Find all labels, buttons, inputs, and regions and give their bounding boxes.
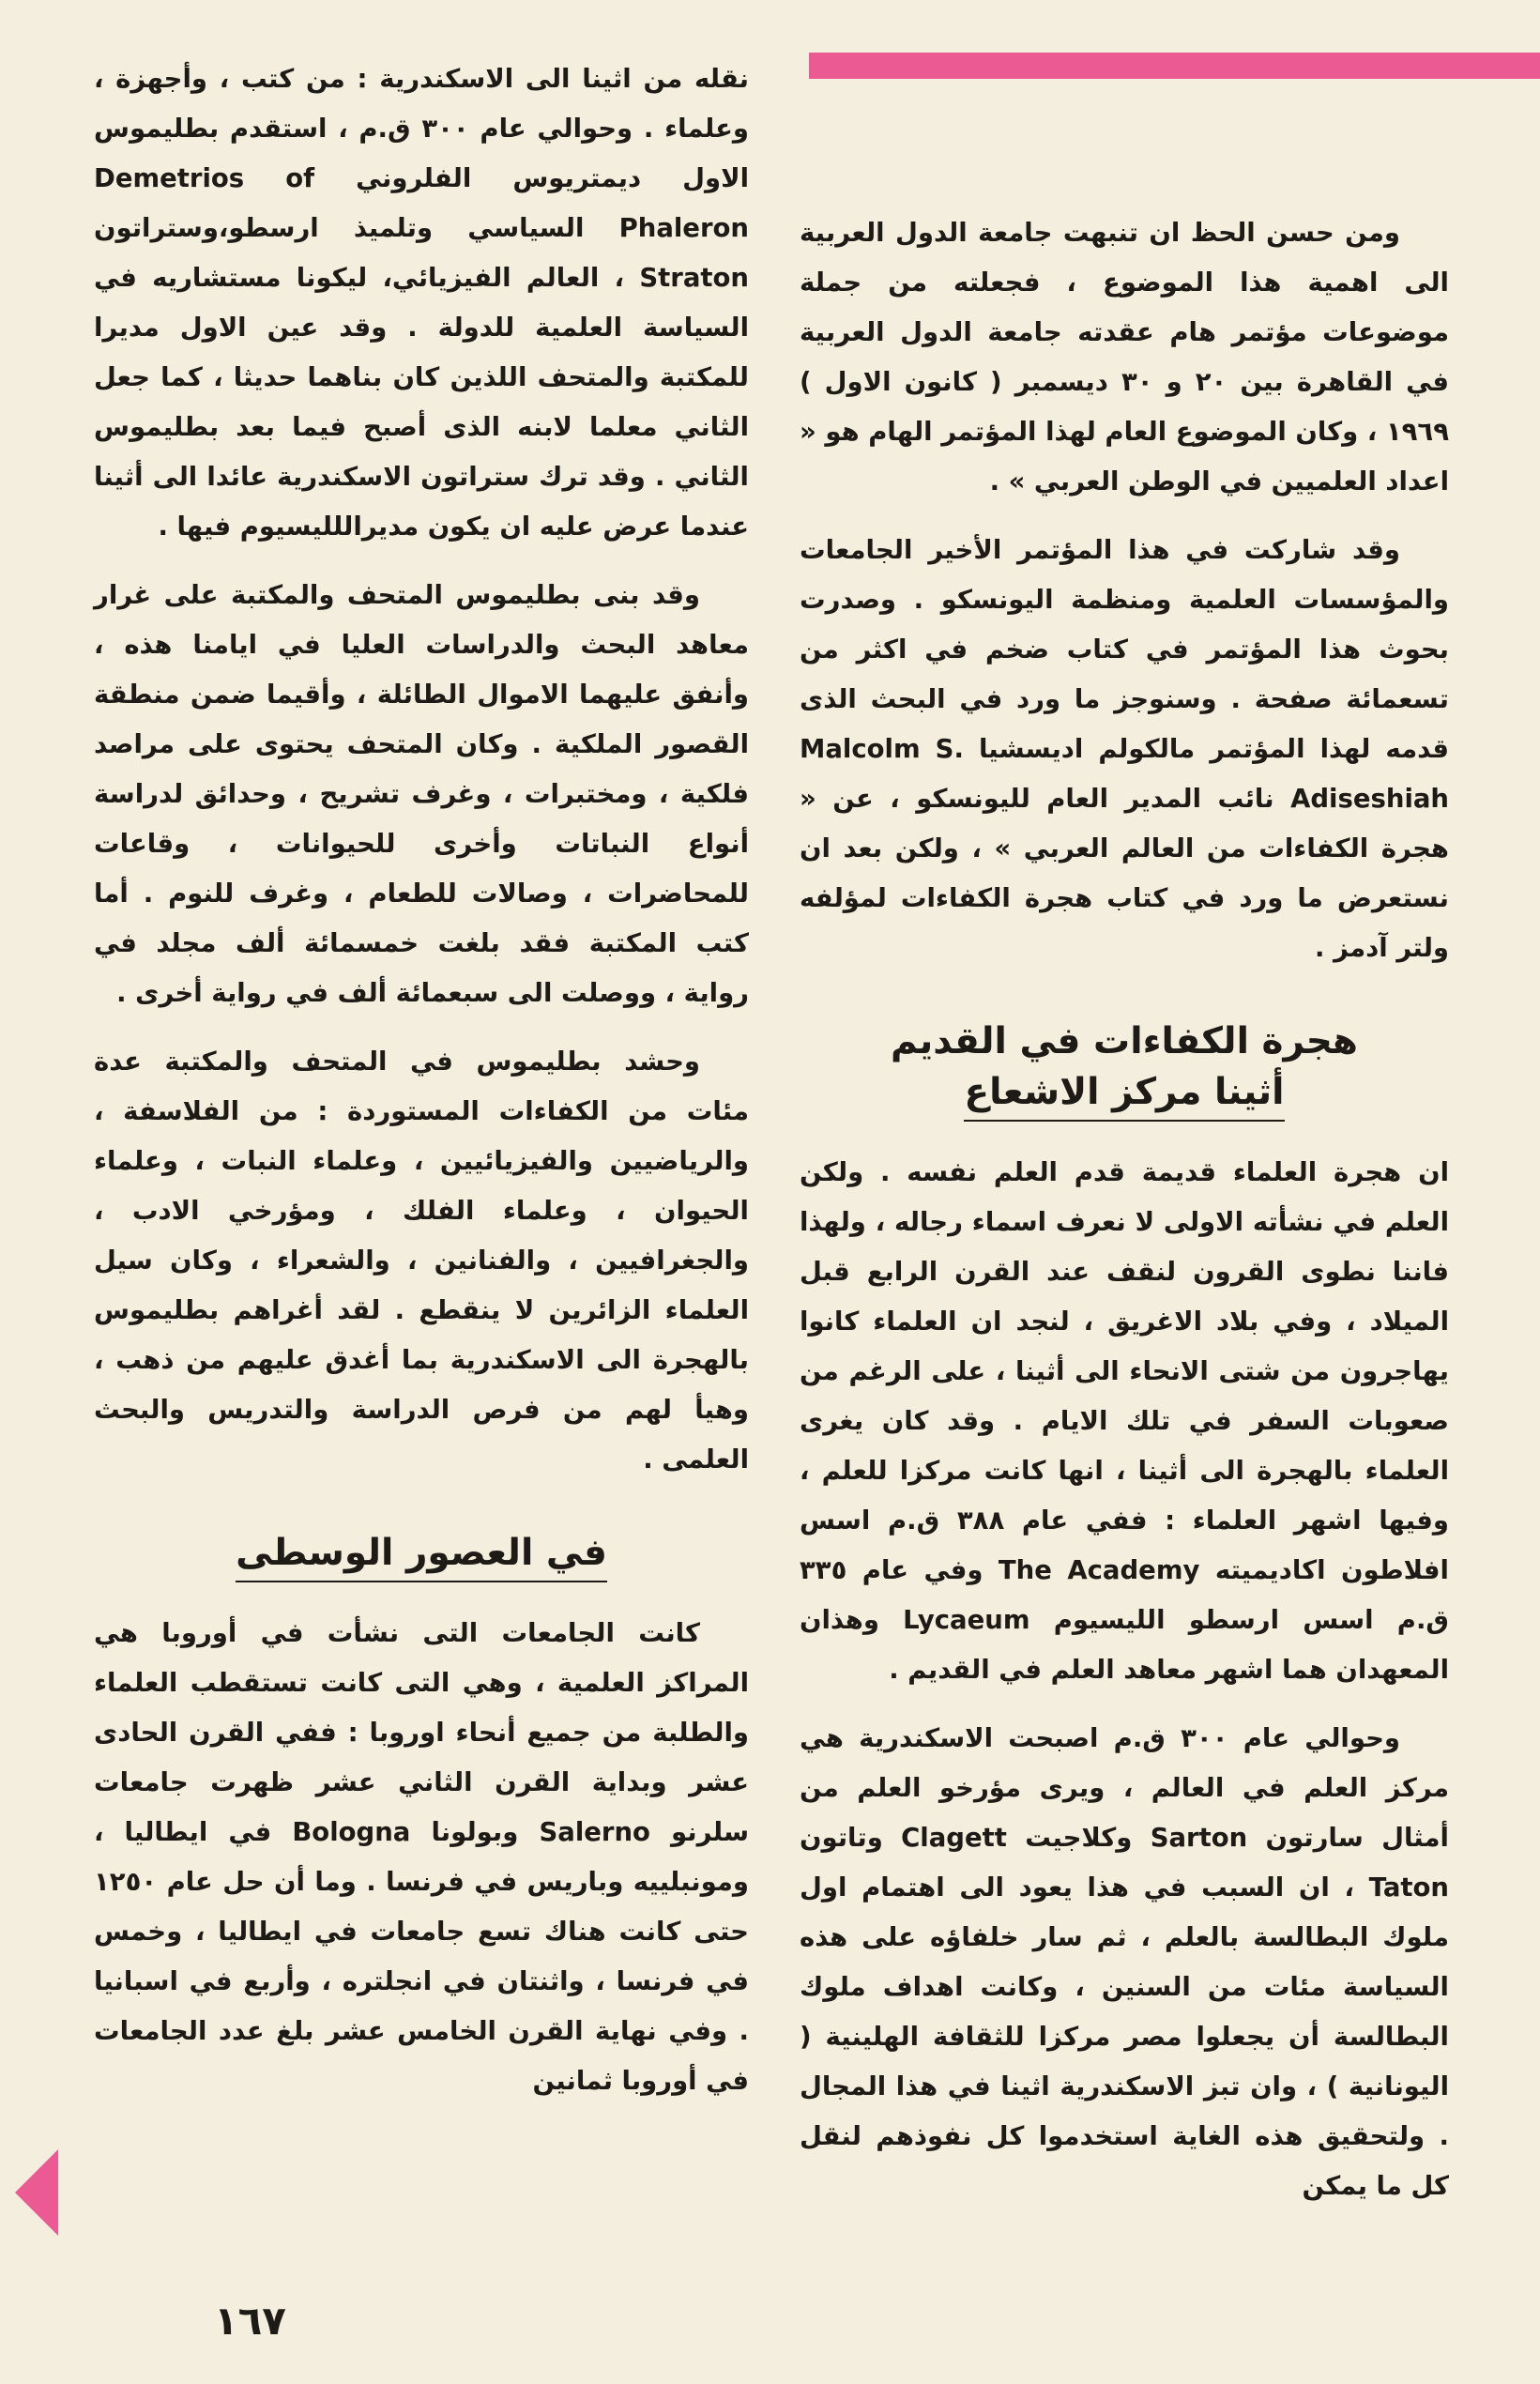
left-paragraph-4: كانت الجامعات التى نشأت في أوروبا هي المراكز العلمية ، وهي التى كانت تستقطب العلماء والطلبة من جميع أنحاء اوروبا : ففي القرن الحادى عشر وبداية القرن الثاني عشر ظهرت جامعات سلرنو Salerno وبولونا Bologna في ايطاليا ، ومونبلييه وباريس في فرنسا . وما أن حل عام ١٢٥٠ حتى كانت هناك تسع جامعات في ايطاليا ، وخمس في فرنسا ، واثنتان في انجلتره ، وأربع في اسبانيا . وفي نهاية القرن الخامس عشر بلغ عدد الجامعات في أوروبا ثمانين (94, 1618, 749, 2096)
pink-header-bar (809, 53, 1540, 79)
right-column (800, 208, 1449, 2230)
left-paragraph-3: وحشد بطليموس في المتحف والمكتبة عدة مئات من الكفاءات المستوردة : من الفلاسفة ، والرياضيين والفيزيائيين ، وعلماء النبات ، وعلماء الحيوان ، وعلماء الفلك ، ومؤرخي الادب ، والجغرافيين ، والفنانين ، والشعراء ، وكان سيل العلماء الزائرين لا ينقطع . لقد أغراهم بطليموس بالهجرة الى الاسكندرية بما أغدق عليهم من ذهب ، وهيأ لهم من فرص الدراسة والتدريس والبحث العلمى . (94, 1047, 749, 1475)
left-paragraph-2: وقد بنى بطليموس المتحف والمكتبة على غرار معاهد البحث والدراسات العليا في ايامنا هذه ، وأنفق عليهما الاموال الطائلة ، وأقيما ضمن منطقة القصور الملكية . وكان المتحف يحتوى على مراصد فلكية ، ومختبرات ، وغرف تشريح ، وحدائق لدراسة أنواع النباتات وأخرى للحيوانات ، وقاعات للمحاضرات ، وصالات للطعام ، وغرف للنوم . أما كتب المكتبة فقد بلغت خمسمائة ألف مجلد في رواية ، ووصلت الى سبعمائة ألف في رواية أخرى . (94, 580, 749, 1008)
right-paragraph-1: ومن حسن الحظ ان تنبهت جامعة الدول العربية الى اهمية هذا الموضوع ، فجعلته من جملة موضوعات مؤتمر هام عقدته جامعة الدول العربية في القاهرة بين ٢٠ و ٣٠ ديسمبر ( كانون الاول ) ١٩٦٩ ، وكان الموضوع العام لهذا المؤتمر الهام هو « اعداد العلميين في الوطن العربي » . (800, 218, 1449, 497)
pink-page-marker (15, 2149, 58, 2236)
section-heading-antiquity (800, 1016, 1449, 1122)
heading-line-1: هجرة الكفاءات في القديم (891, 1020, 1358, 1062)
left-column (94, 54, 749, 2125)
heading-line-2: أثينا مركز الاشعاع (964, 1067, 1284, 1122)
left-paragraph-1: نقله من اثينا الى الاسكندرية : من كتب ، وأجهزة ، وعلماء . وحوالي عام ٣٠٠ ق.م ، استقدم بطليموس الاول ديمتريوس الفلروني Demetrios of Phaleron السياسي وتلميذ ارسطو،وستراتون Straton ، العالم الفيزيائي، ليكونا مستشاريه في السياسة العلمية للدولة . وقد عين الاول مديرا للمكتبة والمتحف اللذين كان بناهما حديثا ، كما جعل الثاني معلما لابنه الذى أصبح فيما بعد بطليموس الثاني . وقد ترك ستراتون الاسكندرية عائدا الى أثينا عندما عرض عليه ان يكون مديراللليسيوم فيها . (94, 64, 749, 542)
right-paragraph-4: وحوالي عام ٣٠٠ ق.م اصبحت الاسكندرية هي مركز العلم في العالم ، ويرى مؤرخو العلم من أمثال سارتون Sarton وكلاجيت Clagett وتاتون Taton ، ان السبب في هذا يعود الى اهتمام اول ملوك البطالسة بالعلم ، ثم سار خلفاؤه على هذه السياسة مئات من السنين ، وكانت اهداف ملوك البطالسة أن يجعلوا مصر مركزا للثقافة الهلينية ( اليونانية ) ، وان تبز الاسكندرية اثينا في هذا المجال . ولتحقيق هذه الغاية استخدموا كل نفوذهم لنقل كل ما يمكن (800, 1723, 1449, 2201)
page-number: ١٦٧ (214, 2298, 286, 2344)
heading-middle-ages-text: في العصور الوسطى (236, 1528, 607, 1582)
right-paragraph-3: ان هجرة العلماء قديمة قدم العلم نفسه . ولكن العلم في نشأته الاولى لا نعرف اسماء رجاله ، ولهذا فاننا نطوى القرون لنقف عند القرن الرابع قبل الميلاد ، وفي بلاد الاغريق ، لنجد ان العلماء كانوا يهاجرون من شتى الانحاء الى أثينا ، على الرغم من صعوبات السفر في تلك الايام . وقد كان يغرى العلماء بالهجرة الى أثينا ، انها كانت مركزا للعلم ، وفيها اشهر العلماء : ففي عام ٣٨٨ ق.م اسس افلاطون اكاديميته The Academy وفي عام ٣٣٥ ق.م اسس ارسطو الليسيوم Lycaeum وهذان المعهدان هما اشهر معاهد العلم في القديم . (800, 1157, 1449, 1685)
section-heading-middle-ages (94, 1528, 749, 1582)
right-paragraph-2: وقد شاركت في هذا المؤتمر الأخير الجامعات والمؤسسات العلمية ومنظمة اليونسكو . وصدرت بحوث هذا المؤتمر في كتاب ضخم في اكثر من تسعمائة صفحة . وسنوجز ما ورد في البحث الذى قدمه لهذا المؤتمر مالكولم اديسشيا Malcolm S. Adiseshiah نائب المدير العام لليونسكو ، عن « هجرة الكفاءات من العالم العربي » ، ولكن بعد ان نستعرض ما ورد في كتاب هجرة الكفاءات لمؤلفه ولتر آدمز . (800, 535, 1449, 963)
